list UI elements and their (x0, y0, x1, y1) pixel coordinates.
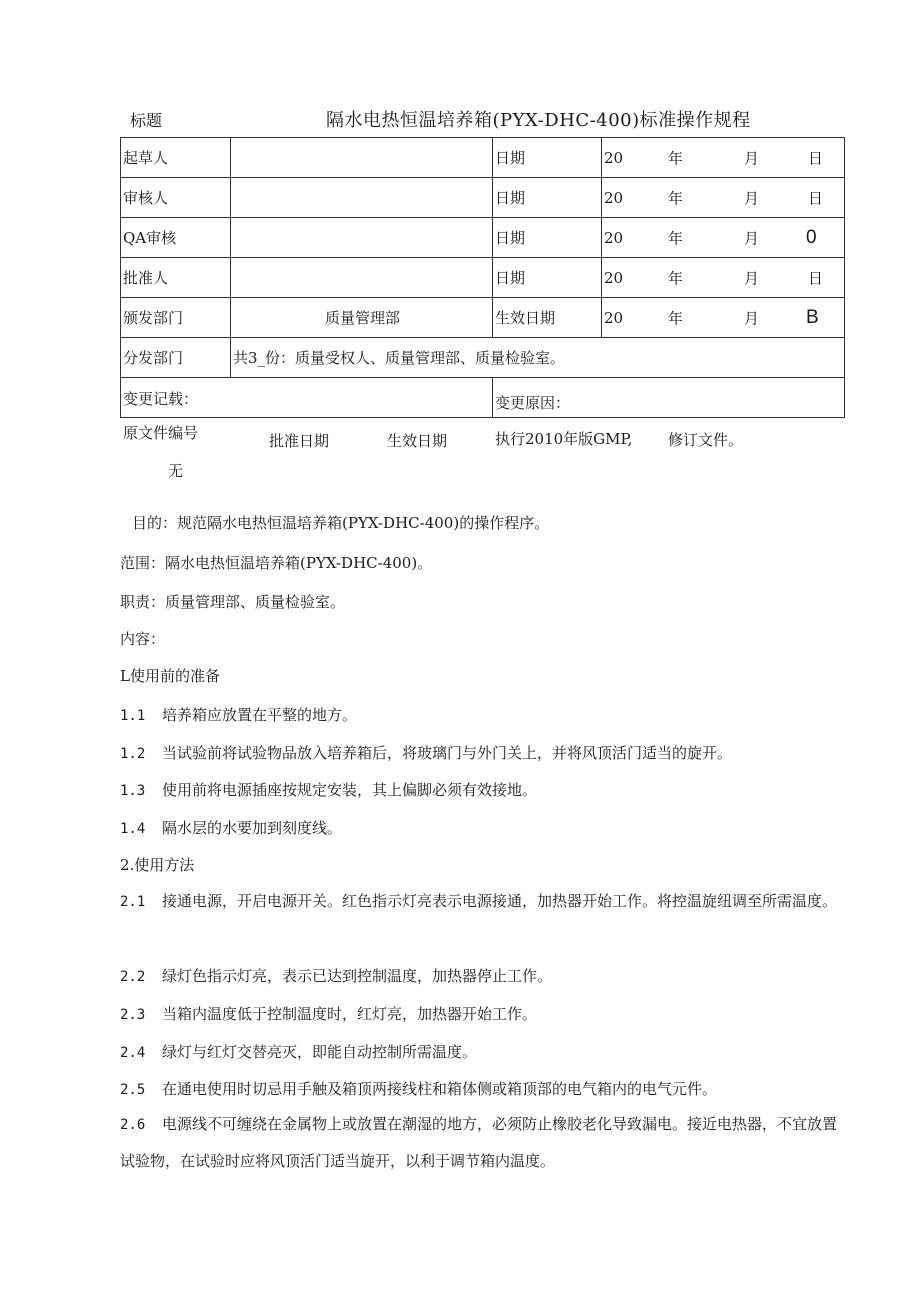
item-number: 2.4 (120, 1045, 146, 1061)
item-text: 当试验前将试验物品放入培养箱后，将玻璃门与外门关上，并将风顶活门适当的旋开。 (162, 744, 733, 762)
date-year-prefix: 20 (604, 268, 624, 287)
date-day-unit: 日 (808, 189, 824, 207)
date-year-unit: 年 (668, 269, 684, 287)
date-month-unit: 月 (744, 189, 760, 207)
list-item (120, 742, 732, 763)
original-no-value: 无 (168, 462, 184, 480)
effective-date-col-label: 生效日期 (387, 432, 448, 450)
table-row-approver (121, 258, 845, 298)
date-year-prefix: 20 (604, 188, 624, 207)
purpose-text: 目的：规范隔水电热恒温培养箱(PYX-DHC-400)的操作程序。 (132, 514, 550, 532)
list-item (120, 883, 844, 920)
item-number: 1.1 (120, 708, 146, 724)
date-month-unit: 月 (744, 309, 760, 327)
approver-value (231, 258, 493, 298)
item-number: 1.2 (120, 746, 146, 762)
item-number: 1.4 (120, 821, 146, 837)
issuing-dept-label: 颁发部门 (121, 298, 231, 338)
item-number: 2.1 (120, 894, 146, 910)
approval-date-label: 批准日期 (269, 432, 330, 450)
date-year-unit: 年 (668, 189, 684, 207)
date-year-unit: 年 (668, 149, 684, 167)
date-year-prefix: 20 (604, 228, 624, 247)
list-item (120, 704, 357, 725)
date-day-unit: 0 (806, 226, 817, 248)
list-item (120, 965, 552, 986)
item-number: 1.3 (120, 783, 146, 799)
drafter-date-value (602, 138, 845, 178)
list-item (120, 1106, 844, 1179)
table-row-issuing-dept (121, 298, 845, 338)
date-year-unit: 年 (668, 229, 684, 247)
date-month-unit: 月 (744, 229, 760, 247)
item-number: 2.5 (120, 1082, 146, 1098)
list-item (120, 1041, 477, 1062)
qa-label: QA审核 (121, 218, 231, 258)
approver-label: 批准人 (121, 258, 231, 298)
effective-date-value (602, 298, 845, 338)
table-row-distribution (121, 338, 845, 378)
title-label: 标题 (130, 111, 163, 130)
table-row-change-record (121, 378, 845, 418)
approver-date-value (602, 258, 845, 298)
date-day-unit: 日 (808, 269, 824, 287)
qa-value (231, 218, 493, 258)
content-label: 内容： (120, 630, 166, 648)
approver-date-label: 日期 (493, 258, 602, 298)
item-text: 隔水层的水要加到刻度线。 (162, 819, 343, 837)
change-reason-text-2: 修订文件。 (668, 431, 744, 449)
title-row (0, 106, 920, 132)
list-item (120, 1078, 717, 1099)
change-record-cell (121, 378, 493, 480)
date-month-unit: 月 (744, 149, 760, 167)
item-text: 在通电使用时切忌用手触及箱顶两接线柱和箱体侧或箱顶部的电气箱内的电气元件。 (162, 1080, 718, 1098)
section-1-title: L使用前的准备 (120, 667, 220, 685)
responsibility-text: 职责：质量管理部、质量检验室。 (120, 593, 346, 611)
change-reason-text: 执行2010年版GMP, (495, 430, 633, 448)
item-text: 绿灯与红灯交替亮灭，即能自动控制所需温度。 (162, 1043, 478, 1061)
table-row-qa (121, 218, 845, 258)
item-text: 使用前将电源插座按规定安装，其上偏脚必须有效接地。 (162, 781, 538, 799)
date-day-unit: B (806, 306, 819, 328)
reviewer-date-value (602, 178, 845, 218)
list-item (120, 779, 537, 800)
list-item (120, 817, 342, 838)
distribution-value: 共3_份：质量受权人、质量管理部、质量检验室。 (231, 338, 845, 378)
issuing-dept-value: 质量管理部 (231, 298, 493, 338)
item-text: 绿灯色指示灯亮，表示已达到控制温度，加热器停止工作。 (162, 967, 553, 985)
section-2-title: 2.使用方法 (120, 856, 195, 874)
table-row-reviewer (121, 178, 845, 218)
document-title: 隔水电热恒温培养箱(PYX-DHC-400)标准操作规程 (326, 110, 751, 131)
reviewer-value (231, 178, 493, 218)
change-reason-label: 变更原因： (495, 394, 571, 412)
table-row-drafter (121, 138, 845, 178)
drafter-label: 起草人 (121, 138, 231, 178)
item-text: 接通电源，开启电源开关。红色指示灯亮表示电源接通，加热器开始工作。将控温旋纽调至所需温度。 (162, 892, 838, 910)
item-text: 当箱内温度低于控制温度时，红灯亮，加热器开始工作。 (162, 1005, 538, 1023)
drafter-date-label: 日期 (493, 138, 602, 178)
date-month-unit: 月 (744, 269, 760, 287)
reviewer-label: 审核人 (121, 178, 231, 218)
change-record-label: 变更记载： (123, 390, 199, 408)
scope-text: 范围：隔水电热恒温培养箱(PYX-DHC-400)。 (120, 554, 433, 572)
original-no-label: 原文件编号 (123, 424, 199, 442)
document-info-table (120, 137, 845, 480)
qa-date-value (602, 218, 845, 258)
item-number: 2.2 (120, 969, 146, 985)
effective-date-label: 生效日期 (493, 298, 602, 338)
qa-date-label: 日期 (493, 218, 602, 258)
item-number: 2.3 (120, 1007, 146, 1023)
date-year-prefix: 20 (604, 308, 624, 327)
list-item (120, 1003, 537, 1024)
reviewer-date-label: 日期 (493, 178, 602, 218)
drafter-value (231, 138, 493, 178)
item-text: 培养箱应放置在平整的地方。 (162, 706, 358, 724)
distribution-label: 分发部门 (121, 338, 231, 378)
item-number: 2.6 (120, 1117, 146, 1133)
date-year-unit: 年 (668, 309, 684, 327)
date-year-prefix: 20 (604, 148, 624, 167)
date-day-unit: 日 (808, 149, 824, 167)
change-reason-cell (493, 378, 845, 449)
item-text: 电源线不可缠绕在金属物上或放置在潮湿的地方，必须防止橡胶老化导致漏电。接近电热器，不宜放置试验物，在试验时应将风顶活门适当旋开，以利于调节箱内温度。 (120, 1115, 838, 1170)
